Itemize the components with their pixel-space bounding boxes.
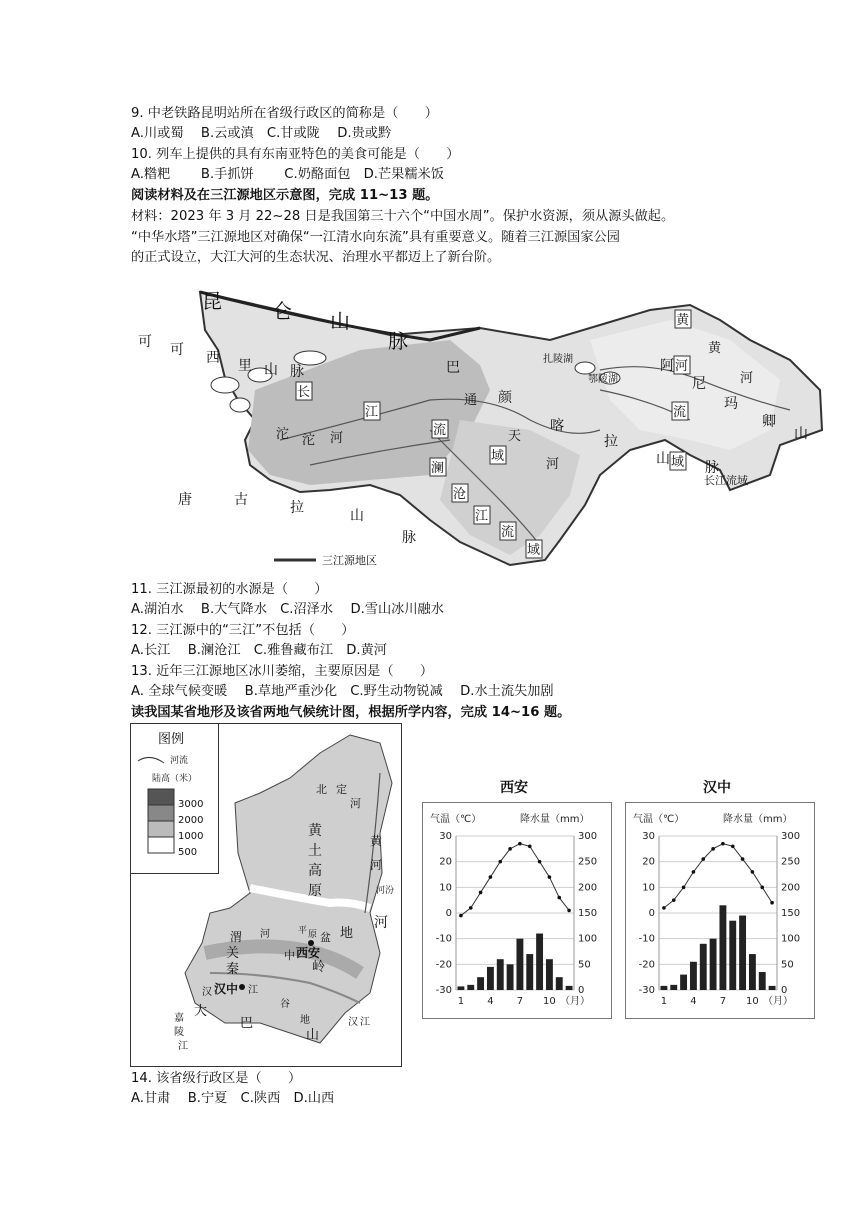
- label-ma: 玛: [724, 396, 738, 412]
- label-he3: 河: [740, 371, 754, 386]
- y-left-label: 气温（℃）: [633, 814, 685, 825]
- precip-bar: [700, 944, 707, 990]
- y-right-tick: 150: [781, 908, 801, 919]
- label-gu: 古: [234, 492, 248, 508]
- x-tick: 7: [516, 996, 524, 1007]
- temp-point: [760, 886, 764, 890]
- label-tong: 通: [464, 393, 478, 408]
- label-yuan: 原: [308, 883, 322, 899]
- legend-title: 图例: [158, 732, 185, 747]
- y-left-tick: 0: [445, 908, 452, 919]
- y-left-tick: 0: [648, 908, 655, 919]
- precip-bar: [710, 939, 717, 990]
- intro-14-16: 读我国某省地形及该省两地气候统计图，根据所学内容，完成 14~16 题。: [131, 705, 571, 720]
- label-ni: 尼: [692, 376, 706, 392]
- label-mai3: 脉: [705, 460, 719, 476]
- label-pen: 盆: [320, 931, 331, 944]
- legend-sanjiangyuan: 三江源地区: [322, 554, 377, 567]
- label-hefen: 河汾: [376, 886, 395, 896]
- y-left-tick: 30: [439, 831, 452, 842]
- material-line-2: “中华水塔”三江源地区对确保“一江清水向东流”具有重要意义。随着三江源国家公园: [131, 230, 620, 245]
- precip-bar: [660, 986, 667, 990]
- label-he-r: 河: [370, 858, 383, 872]
- material-line-1: 材料：2023 年 3 月 22~28 日是我国第三十六个“中国水周”。保护水资源，须从源头做起。: [131, 209, 675, 224]
- intro-11-13: 阅读材料及在三江源地区示意图，完成 11~13 题。: [131, 188, 439, 203]
- label-tuo1: 沱: [276, 427, 290, 442]
- y-left-tick: 10: [439, 882, 452, 894]
- label-di: 地: [340, 926, 354, 941]
- label-jia: 嘉: [174, 1013, 184, 1024]
- temp-point: [508, 847, 512, 851]
- y-right-tick: 250: [781, 856, 801, 868]
- y-left-tick: 30: [642, 831, 655, 842]
- y-right-tick: 50: [781, 959, 794, 971]
- label-eling: 鄂陵湖: [588, 374, 618, 385]
- legend-river: 河流: [170, 756, 189, 766]
- label-shan2: 山: [264, 362, 278, 378]
- label-shan5: 山: [794, 426, 808, 442]
- label-ke1: 可: [138, 334, 152, 350]
- precip-bar: [507, 964, 514, 990]
- chart-title: 西安: [500, 780, 528, 796]
- q10-stem: 10. 列车上提供的具有东南亚特色的美食可能是（ ）: [131, 147, 460, 162]
- x-tick: 1: [457, 996, 465, 1007]
- label-li: 里: [238, 358, 252, 374]
- label-huang-r: 黄: [370, 834, 383, 848]
- label-zhaling: 扎陵湖: [543, 354, 573, 365]
- temp-point: [770, 901, 774, 905]
- y-left-label: 气温（℃）: [430, 814, 482, 825]
- precip-bar: [497, 959, 504, 990]
- temp-point: [741, 857, 745, 861]
- precip-bar: [566, 986, 573, 990]
- x-unit: （月）: [560, 996, 590, 1007]
- precip-bar: [739, 916, 746, 990]
- label-qing: 卿: [762, 414, 776, 430]
- label-he2: 河: [330, 431, 344, 446]
- x-unit: （月）: [763, 996, 793, 1007]
- label-guan: 关: [226, 946, 240, 961]
- precip-bar: [690, 962, 697, 990]
- x-tick: 1: [660, 996, 668, 1007]
- label-ling2: 陵: [174, 1027, 184, 1038]
- y-right-tick: 150: [578, 908, 598, 919]
- label-liu2-box: 流: [673, 405, 687, 420]
- temp-point: [489, 875, 493, 879]
- precip-bar: [759, 972, 766, 990]
- label-ling: 岭: [312, 960, 326, 975]
- label-liu: 流: [433, 423, 447, 438]
- label-ding: 定: [336, 783, 347, 796]
- q12-options: A.长江 B.澜沧江 C.雅鲁藏布江 D.黄河: [131, 643, 387, 658]
- temp-point: [528, 844, 532, 848]
- legend-2000: 2000: [178, 815, 204, 826]
- label-shan4: 山: [350, 508, 364, 524]
- temp-point: [721, 842, 725, 846]
- y-right-tick: 100: [781, 933, 801, 945]
- label-mai4: 脉: [402, 530, 416, 546]
- y-right-label: 降水量（mm）: [723, 814, 793, 825]
- label-huang-plat: 黄: [308, 823, 322, 839]
- y-left-tick: 20: [642, 856, 655, 868]
- precip-bar: [670, 985, 677, 990]
- label-changjiang-basin: 长江流域: [704, 474, 748, 487]
- sanjiangyuan-map: [130, 280, 830, 580]
- y-right-label: 降水量（mm）: [520, 814, 590, 825]
- label-lun: 仑: [272, 299, 292, 323]
- province-map: [130, 723, 402, 1068]
- temp-point: [518, 842, 522, 846]
- label-jiang3: 江: [475, 509, 489, 524]
- climate-chart-hanzhong: [625, 772, 815, 1020]
- q9-stem: 9. 中老铁路昆明站所在省级行政区的简称是（ ）: [131, 106, 438, 121]
- label-qin: 秦: [226, 962, 240, 977]
- temp-point: [701, 857, 705, 861]
- label-xi: 西: [206, 350, 220, 366]
- label-shan1: 山: [330, 309, 350, 333]
- precip-bar: [719, 905, 726, 990]
- label-yan: 颜: [498, 390, 512, 406]
- y-left-tick: -10: [435, 933, 452, 945]
- q14-stem: 14. 该省级行政区是（ ）: [131, 1071, 302, 1086]
- label-di2: 地: [300, 1015, 310, 1026]
- precip-bar: [769, 986, 776, 990]
- label-shan: 山: [306, 1028, 320, 1043]
- label-he: 河: [546, 457, 560, 472]
- precip-bar: [536, 934, 543, 990]
- y-left-tick: 10: [642, 882, 655, 894]
- label-ping: 平: [298, 926, 308, 936]
- precip-bar: [487, 967, 494, 990]
- label-tang: 唐: [178, 492, 192, 508]
- label-mai2: 脉: [290, 364, 304, 380]
- label-xian-city: 西安: [296, 946, 321, 960]
- temp-point: [479, 891, 483, 895]
- label-ba: 巴: [240, 1016, 254, 1031]
- label-tu: 土: [308, 843, 322, 859]
- label-ba: 巴: [446, 360, 460, 376]
- label-huang-box: 黄: [676, 313, 690, 328]
- y-right-tick: 0: [781, 985, 788, 996]
- temp-point: [751, 870, 755, 874]
- precip-bar: [467, 985, 474, 990]
- label-wei: 渭: [230, 930, 243, 944]
- temp-point: [711, 847, 715, 851]
- x-tick: 4: [690, 996, 697, 1007]
- label-jiang2: 江: [360, 1017, 370, 1028]
- x-tick: 7: [719, 996, 727, 1007]
- label-a: 阿: [660, 358, 674, 374]
- y-left-tick: -30: [638, 985, 655, 996]
- label-yuan2: 原: [308, 930, 318, 940]
- temp-point: [672, 898, 676, 902]
- y-right-tick: 300: [578, 831, 598, 842]
- label-ke2: 可: [170, 342, 184, 358]
- chart-title: 汉中: [703, 780, 731, 796]
- label-la2: 拉: [290, 500, 304, 516]
- temp-point: [662, 906, 666, 910]
- label-tian: 天: [508, 429, 522, 444]
- label-la1: 拉: [604, 434, 618, 450]
- y-left-tick: -20: [435, 959, 452, 971]
- precip-bar: [546, 959, 553, 990]
- label-da: 大: [194, 1004, 208, 1019]
- label-shan3: 山: [656, 451, 670, 467]
- label-liu3: 流: [501, 525, 515, 540]
- label-ka: 喀: [550, 418, 564, 434]
- label-gu: 谷: [280, 999, 290, 1010]
- q11-options: A.湖泊水 B.大气降水 C.沼泽水 D.雪山冰川融水: [131, 602, 444, 617]
- legend-elev-title: 陆高（米）: [152, 774, 198, 784]
- x-tick: 10: [746, 996, 759, 1007]
- label-jiang3: 江: [178, 1041, 188, 1052]
- q12-stem: 12. 三江源中的“三江”不包括（ ）: [131, 623, 355, 638]
- precip-bar: [749, 954, 756, 990]
- legend-500: 500: [178, 847, 198, 858]
- label-chang: 长: [297, 385, 311, 400]
- y-left-tick: -30: [435, 985, 452, 996]
- precip-bar: [477, 977, 484, 990]
- y-left-tick: -10: [638, 933, 655, 945]
- label-he-big: 河: [374, 915, 388, 931]
- x-tick: 10: [543, 996, 556, 1007]
- y-right-tick: 250: [578, 856, 598, 868]
- label-bei: 北: [316, 783, 327, 796]
- label-mai1: 脉: [388, 329, 408, 353]
- legend-1000: 1000: [178, 831, 204, 842]
- label-lan: 澜: [431, 461, 445, 476]
- temp-point: [682, 886, 686, 890]
- y-right-tick: 0: [578, 985, 585, 996]
- label-kun: 昆: [202, 289, 222, 313]
- temp-point: [567, 909, 571, 913]
- label-han1: 汉: [202, 987, 212, 998]
- label-huang2: 黄: [708, 341, 722, 356]
- precip-bar: [457, 986, 464, 990]
- label-yu: 域: [491, 449, 505, 464]
- temp-point: [498, 860, 502, 864]
- material-line-3: 的正式设立，大江大河的生态状况、治理水平都迈上了新台阶。: [131, 250, 501, 265]
- label-yu2-box: 域: [671, 455, 685, 470]
- label-tuo2: 沱: [302, 433, 316, 448]
- label-he-w: 河: [260, 929, 270, 940]
- label-jiang1: 江: [248, 985, 258, 996]
- temp-point: [538, 860, 542, 864]
- label-gao: 高: [308, 863, 322, 879]
- temp-point: [548, 875, 552, 879]
- q14-options: A.甘肃 B.宁夏 C.陕西 D.山西: [131, 1091, 335, 1106]
- label-yu3: 域: [527, 543, 541, 558]
- y-right-tick: 200: [578, 882, 598, 894]
- temp-point: [731, 844, 735, 848]
- q13-options: A. 全球气候变暖 B.草地严重沙化 C.野生动物锐减 D.水土流失加剧: [131, 684, 554, 699]
- precip-bar: [516, 939, 523, 990]
- label-he-a: 河: [350, 797, 361, 810]
- y-right-tick: 100: [578, 933, 598, 945]
- temp-point: [557, 896, 561, 900]
- temp-point: [692, 870, 696, 874]
- q9-options: A.川或蜀 B.云或滇 C.甘或陇 D.贵或黔: [131, 126, 392, 141]
- precip-bar: [556, 977, 563, 990]
- temp-point: [469, 906, 473, 910]
- legend-3000: 3000: [178, 799, 204, 810]
- climate-chart-xian: [422, 772, 612, 1020]
- precip-bar: [680, 975, 687, 990]
- label-hanzhong-city: 汉中: [214, 982, 239, 996]
- label-zhong: 中: [284, 949, 295, 962]
- q11-stem: 11. 三江源最初的水源是（ ）: [131, 582, 328, 597]
- precip-bar: [729, 921, 736, 990]
- y-left-tick: -20: [638, 959, 655, 971]
- x-tick: 4: [487, 996, 494, 1007]
- q10-options: A.糌粑 B.手抓饼 C.奶酪面包 D.芒果糯米饭: [131, 167, 444, 182]
- label-jiang: 江: [365, 405, 379, 420]
- precip-bar: [526, 954, 533, 990]
- y-left-tick: 20: [439, 856, 452, 868]
- q13-stem: 13. 近年三江源地区冰川萎缩，主要原因是（ ）: [131, 664, 434, 679]
- label-cang: 沧: [453, 487, 467, 502]
- label-he-box: 河: [675, 359, 689, 374]
- y-right-tick: 300: [781, 831, 801, 842]
- zhaling-lake: [575, 362, 595, 374]
- y-right-tick: 200: [781, 882, 801, 894]
- label-han2: 汉: [348, 1017, 358, 1028]
- temp-point: [459, 914, 463, 918]
- y-right-tick: 50: [578, 959, 591, 971]
